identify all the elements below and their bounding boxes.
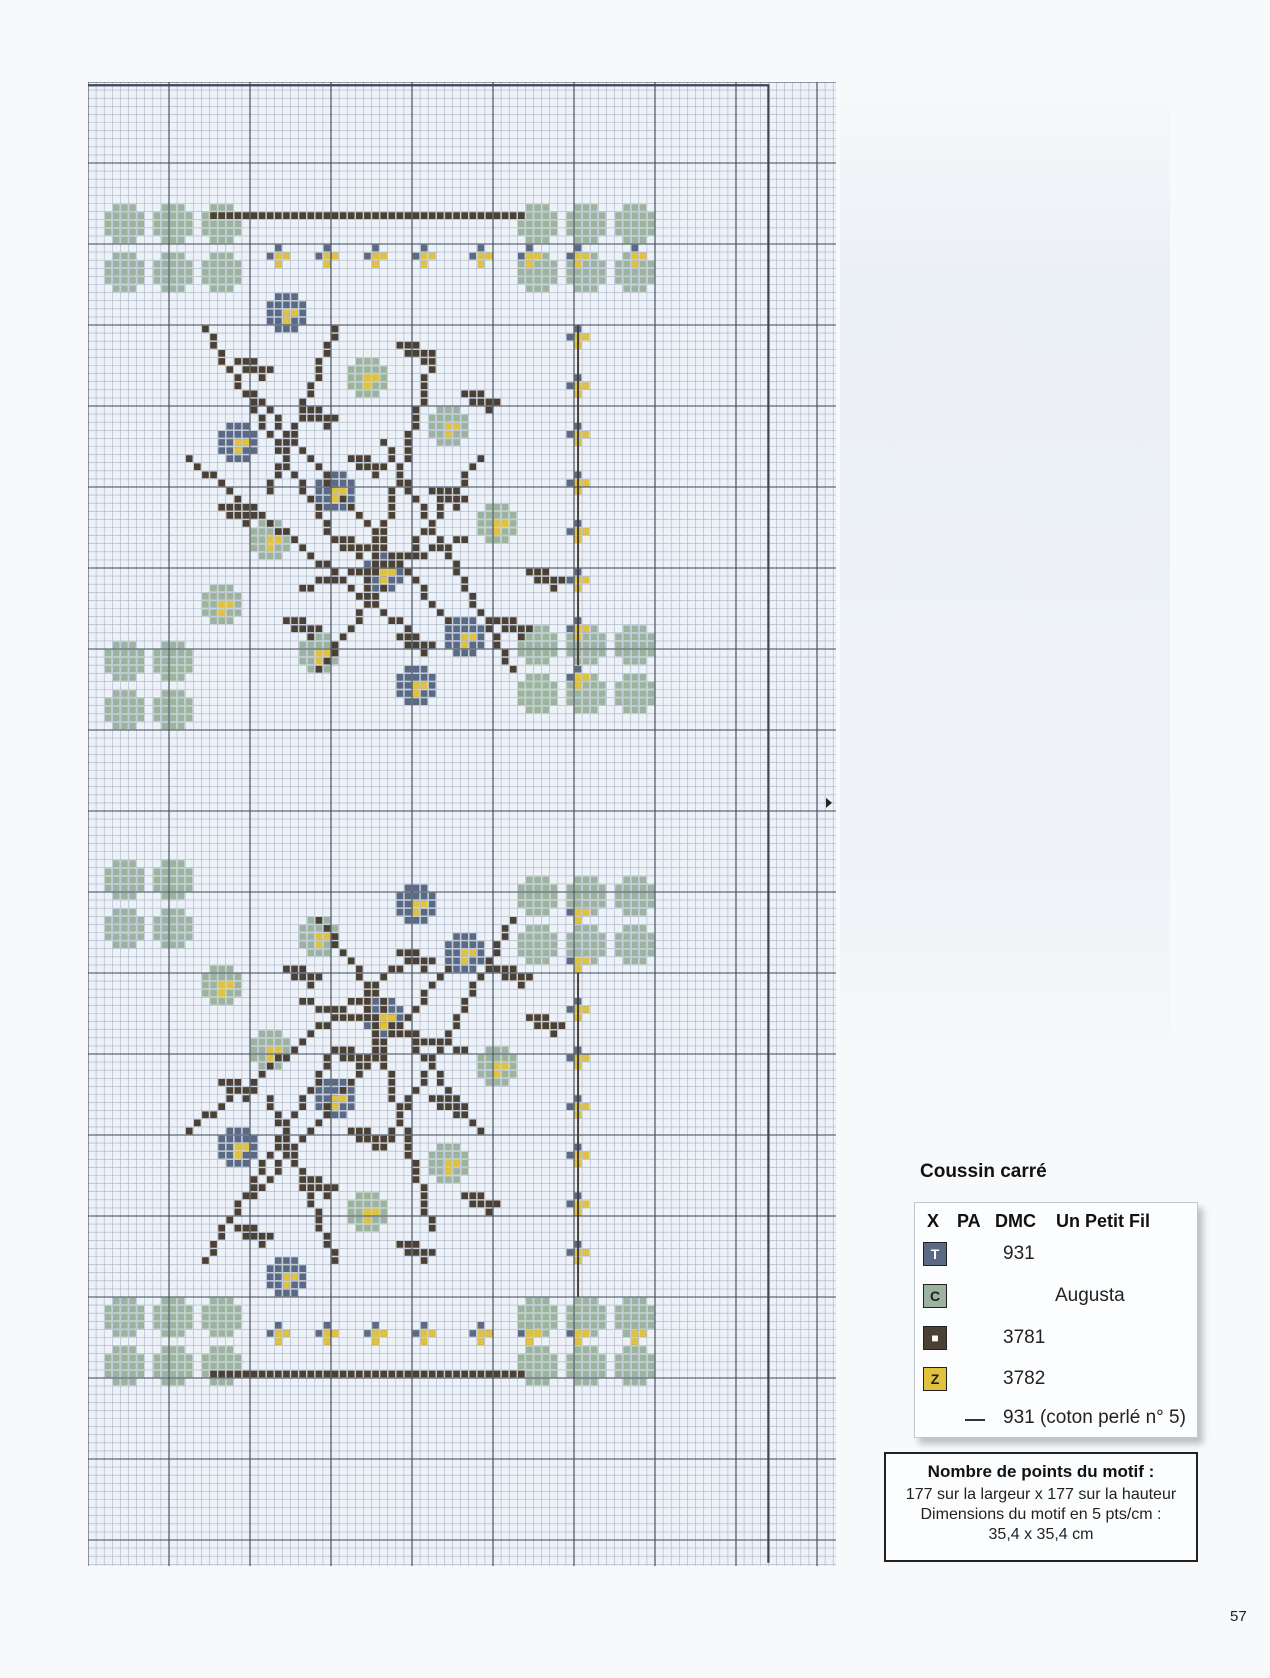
info-title: Nombre de points du motif : [927,1462,1155,1481]
swatch-symbol: C [929,1288,941,1304]
backstitch-line-icon [965,1419,985,1421]
swatch-symbol: T [930,1246,940,1262]
swatch-symbol: Z [930,1371,940,1387]
info-dimensions-label: Dimensions du motif en 5 pts/cm : [920,1506,1162,1523]
legend-row [915,1237,1197,1273]
swatch-symbol: ■ [931,1331,939,1345]
legend-table [914,1202,1198,1438]
dmc-code: 3782 [1003,1368,1046,1389]
symbol-swatch-brown [923,1326,947,1350]
legend-col-petit-fil: Un Petit Fil [1056,1211,1150,1231]
dmc-code: 3781 [1003,1327,1046,1348]
legend-row [915,1279,1197,1315]
info-stitch-count: 177 sur la largeur x 177 sur la hauteur [905,1486,1177,1503]
legend-col-dmc: DMC [995,1211,1036,1231]
page-number: 57 [1230,1608,1247,1625]
info-dimensions-value: 35,4 x 35,4 cm [988,1526,1094,1543]
symbol-swatch-yellow [923,1367,947,1391]
legend-row [915,1321,1197,1357]
legend-row-backstitch [915,1401,1197,1437]
legend-row [915,1362,1197,1398]
legend-col-x: X [927,1211,940,1231]
cross-stitch-chart [88,82,836,1566]
legend-col-pa: PA [957,1211,981,1231]
grid-background [88,82,836,1566]
petit-fil-name: Augusta [1055,1285,1125,1306]
symbol-swatch-green [923,1284,947,1308]
legend-title: Coussin carré [920,1161,1047,1182]
dmc-code: 931 [1003,1243,1035,1264]
chart-grid-svg [88,82,836,1566]
symbol-swatch-blue [923,1242,947,1266]
show-through-area [840,80,1170,1080]
dmc-code: 931 (coton perlé n° 5) [1003,1407,1186,1428]
motif-info-box [884,1452,1198,1562]
